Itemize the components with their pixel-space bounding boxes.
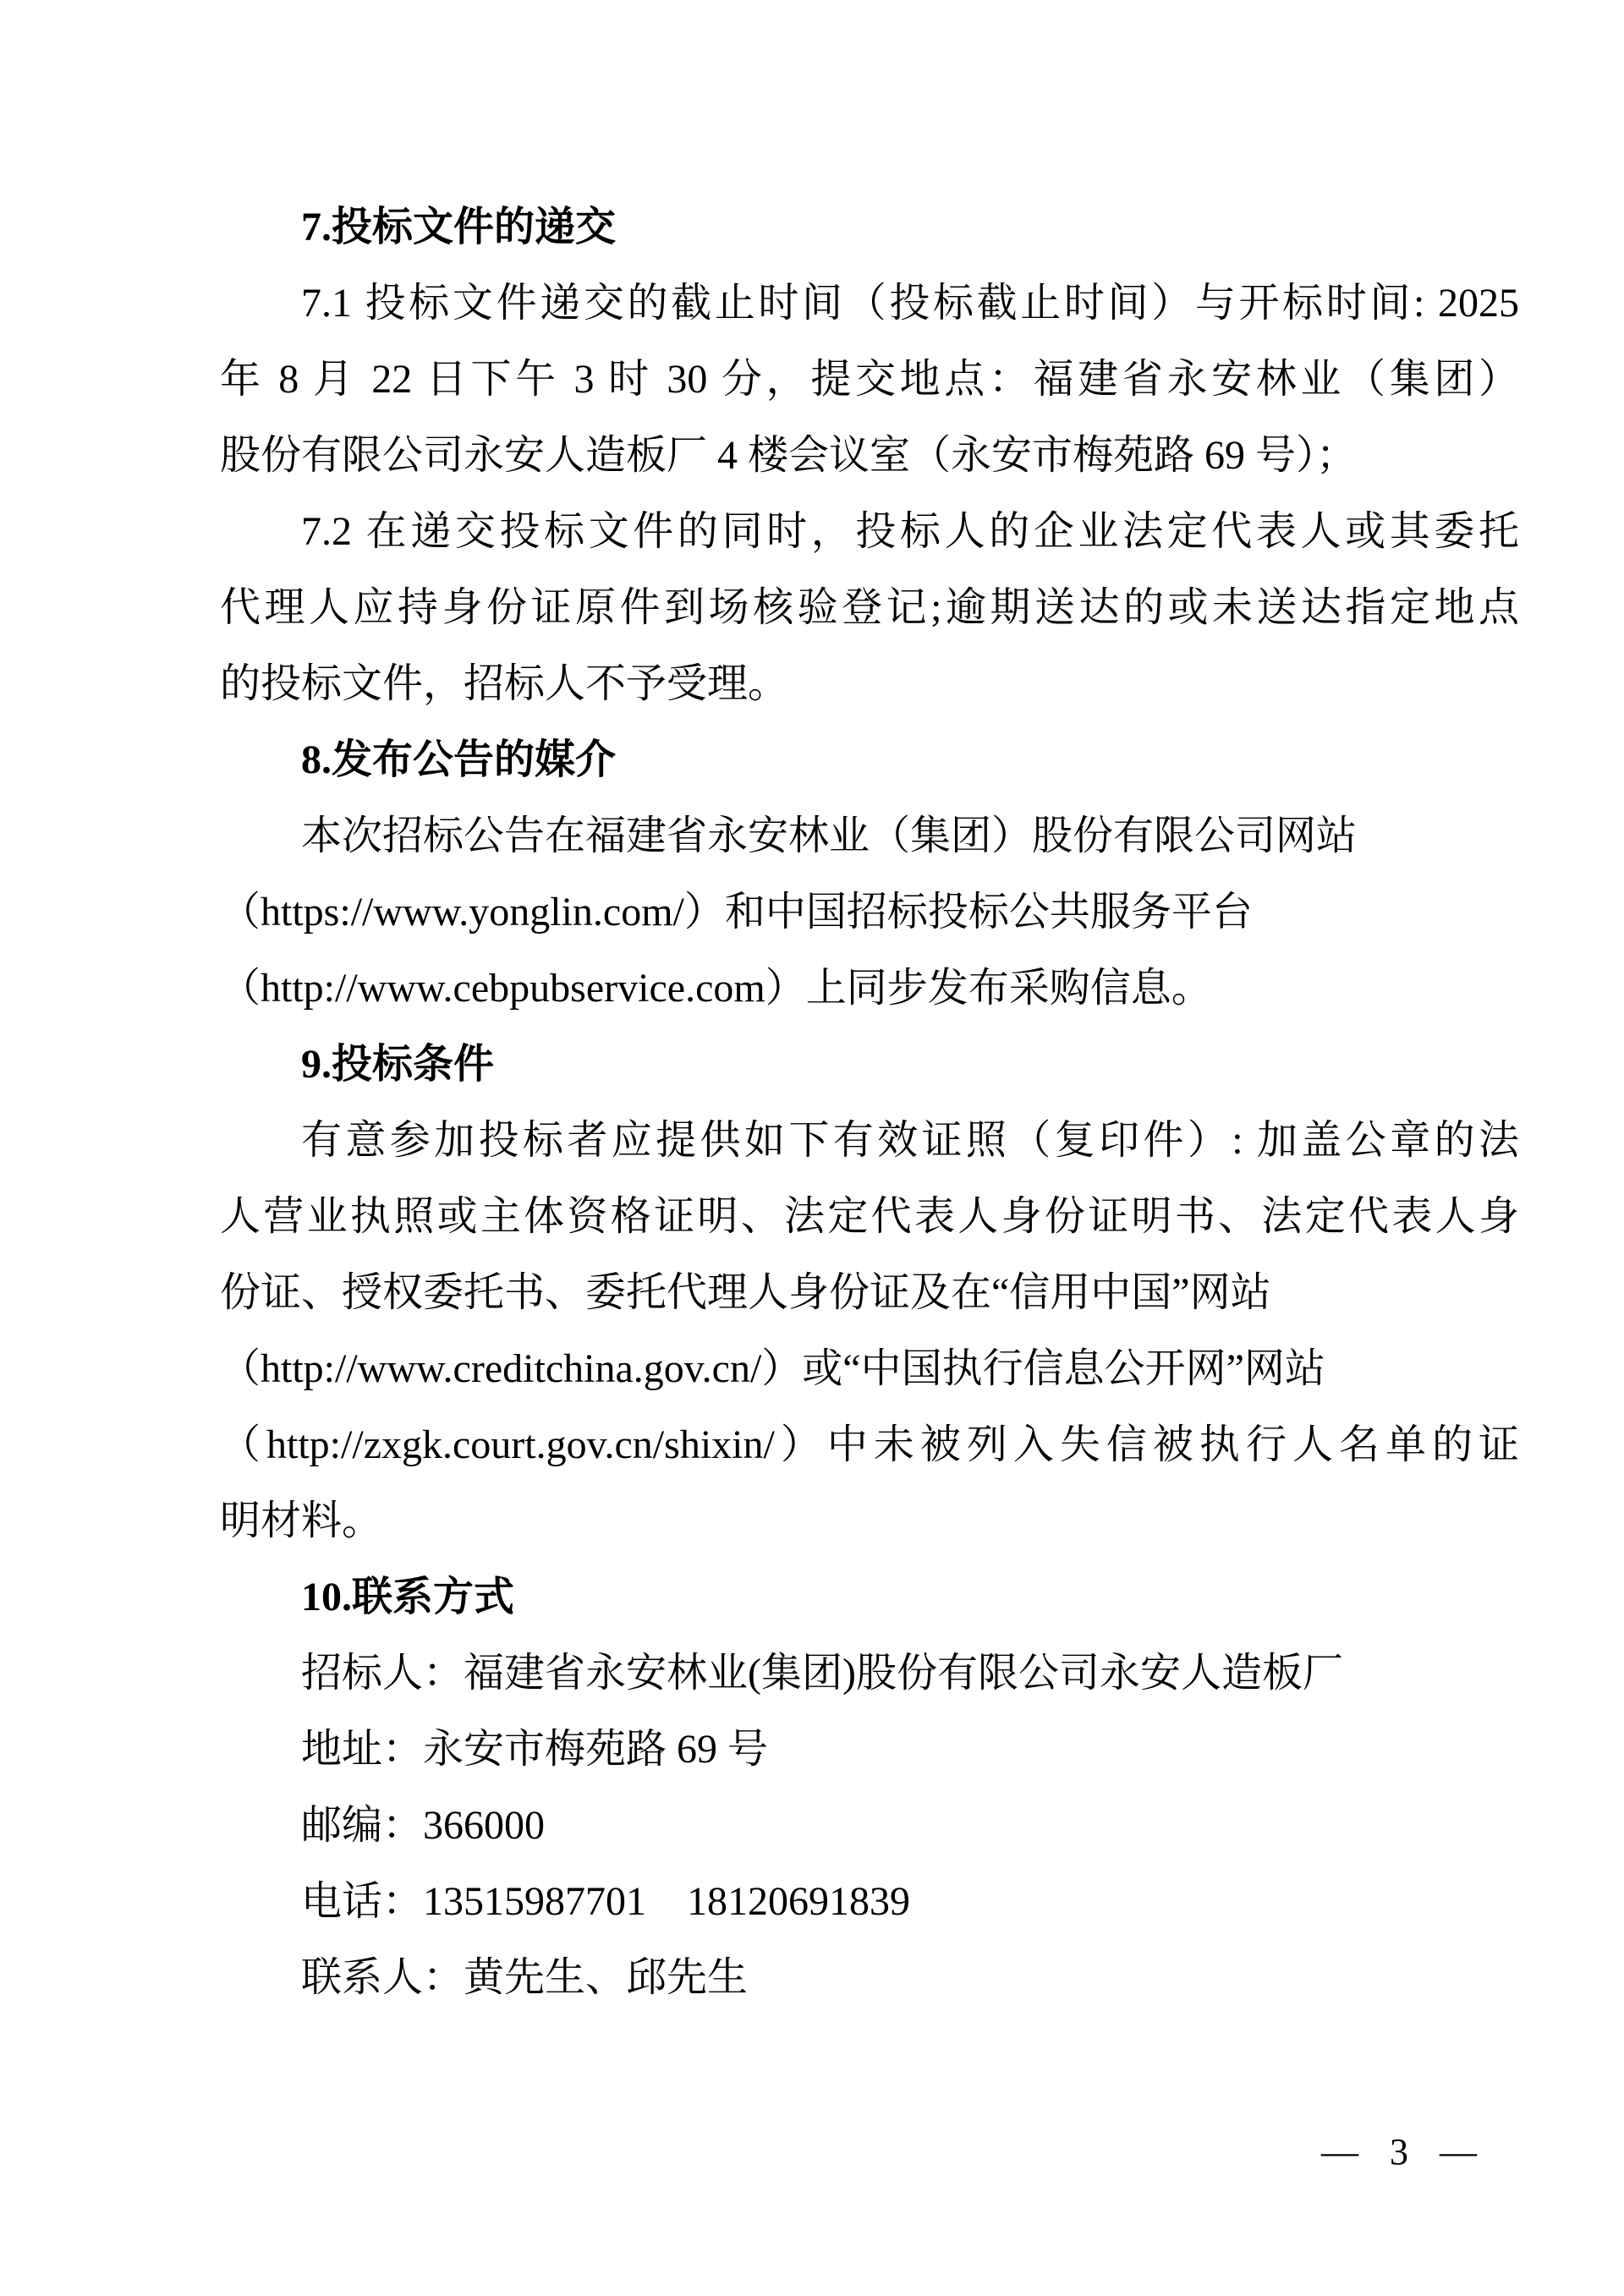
text-line: 地址：永安市梅苑路 69 号 [301,1727,769,1772]
text-line: 招标人：福建省永安林业(集团)股份有限公司永安人造板厂 [301,1651,1343,1696]
text-line: 人营业执照或主体资格证明、法定代表人身份证明书、法定代表人身 [220,1194,1519,1239]
text-line: （http://www.creditchina.gov.cn/）或“中国执行信息公开网”网站 [220,1346,1325,1391]
text-line: 7.1 投标文件递交的截止时间（投标截止时间）与开标时间: 2025 [301,281,1519,326]
document-body [220,189,1519,2016]
text-line: （https://www.yonglin.com/）和中国招标投标公共服务平台 [220,890,1253,934]
text-line: 本次招标公告在福建省永安林业（集团）股份有限公司网站 [301,814,1358,858]
section-heading: 10.联系方式 [301,1575,515,1619]
text-line: 代理人应持身份证原件到场核验登记;逾期送达的或未送达指定地点 [220,585,1519,630]
text-line: 年 8 月 22 日下午 3 时 30 分，提交地点：福建省永安林业（集团） [220,357,1519,402]
text-line: 有意参加投标者应提供如下有效证照（复印件）: 加盖公章的法 [301,1118,1519,1163]
text-line: 联系人：黄先生、邱先生 [301,1955,749,2000]
text-line: （http://www.cebpubservice.com）上同步发布采购信息。 [220,966,1212,1011]
text-line: 份证、授权委托书、委托代理人身份证及在“信用中国”网站 [220,1270,1271,1315]
section-heading: 8.发布公告的媒介 [301,737,617,782]
section-heading: 7.投标文件的递交 [301,205,617,249]
text-line: 股份有限公司永安人造板厂 4 楼会议室（永安市梅苑路 69 号）； [220,433,1358,478]
text-line: （http://zxgk.court.gov.cn/shixin/）中未被列入失信被执行人名单的证 [220,1422,1519,1467]
text-line: 邮编：366000 [301,1803,546,1848]
section-heading: 9.投标条件 [301,1042,495,1087]
text-line: 电话：13515987701 18120691839 [301,1879,911,1924]
text-line: 7.2 在递交投标文件的同时，投标人的企业法定代表人或其委托 [301,509,1519,554]
page-number: — 3 — [1321,2131,1479,2173]
text-line: 的投标文件，招标人不予受理。 [220,661,789,706]
text-line: 明材料。 [220,1499,383,1543]
